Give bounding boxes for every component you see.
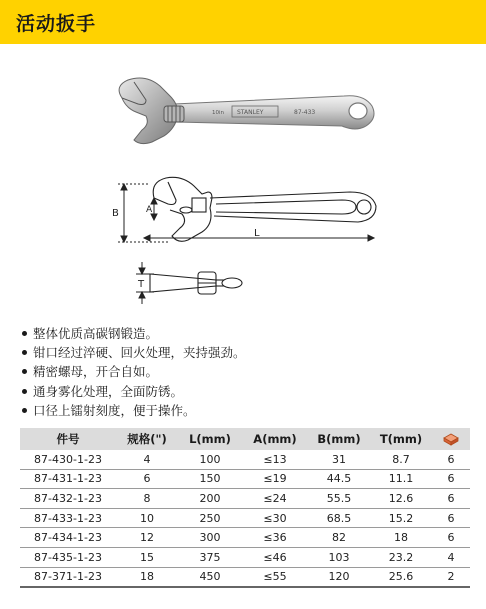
box-quantity-icon (442, 432, 460, 446)
page-title: 活动扳手 (16, 13, 97, 35)
cell-qty: 6 (432, 450, 470, 469)
cell-b: 103 (308, 547, 370, 567)
feature-item: 整体优质高碳钢锻造。 (22, 324, 246, 343)
cell-qty: 6 (432, 469, 470, 489)
cell-size: 18 (116, 567, 178, 587)
cell-b: 68.5 (308, 508, 370, 528)
cell-t: 8.7 (370, 450, 432, 469)
dim-label-a: A (146, 205, 153, 215)
cell-model: 87-432-1-23 (20, 489, 116, 509)
table-row (20, 528, 470, 548)
table-row (20, 450, 470, 469)
feature-item: 通身雾化处理，全面防锈。 (22, 382, 246, 401)
wrench-photo (112, 74, 380, 152)
cell-model: 87-371-1-23 (20, 567, 116, 587)
feature-list (22, 324, 246, 420)
wrench-thickness-diagram (128, 258, 248, 306)
table-header-row (20, 428, 470, 450)
cell-b: 55.5 (308, 489, 370, 509)
feature-item: 精密螺母，开合自如。 (22, 362, 246, 381)
cell-l: 300 (178, 528, 242, 548)
cell-qty: 4 (432, 547, 470, 567)
col-header-qty (432, 428, 470, 450)
cell-t: 12.6 (370, 489, 432, 509)
wrench-dimension-diagram (110, 176, 380, 252)
cell-size: 8 (116, 489, 178, 509)
col-header-l: L(mm) (178, 428, 242, 450)
photo-size-text: 10in (212, 110, 225, 116)
cell-b: 44.5 (308, 469, 370, 489)
cell-t: 25.6 (370, 567, 432, 587)
cell-size: 10 (116, 508, 178, 528)
cell-l: 100 (178, 450, 242, 469)
spec-table-body (20, 450, 470, 587)
cell-qty: 6 (432, 489, 470, 509)
cell-size: 12 (116, 528, 178, 548)
cell-t: 23.2 (370, 547, 432, 567)
cell-b: 31 (308, 450, 370, 469)
cell-size: 4 (116, 450, 178, 469)
cell-l: 200 (178, 489, 242, 509)
cell-l: 375 (178, 547, 242, 567)
cell-l: 450 (178, 567, 242, 587)
cell-a: ≤36 (242, 528, 308, 548)
table-row (20, 567, 470, 587)
feature-item: 钳口经过淬硬、回火处理，夹持强劲。 (22, 343, 246, 362)
cell-l: 150 (178, 469, 242, 489)
cell-qty: 2 (432, 567, 470, 587)
photo-brand-text: STANLEY (237, 109, 264, 116)
feature-item: 口径上镭射刻度，便于操作。 (22, 401, 246, 420)
dim-label-b: B (112, 208, 119, 219)
title-bar (0, 0, 486, 44)
cell-t: 11.1 (370, 469, 432, 489)
cell-qty: 6 (432, 508, 470, 528)
cell-t: 15.2 (370, 508, 432, 528)
col-header-a: A(mm) (242, 428, 308, 450)
cell-a: ≤24 (242, 489, 308, 509)
dim-label-l: L (254, 228, 260, 239)
col-header-size: 规格(") (116, 428, 178, 450)
cell-size: 15 (116, 547, 178, 567)
cell-model: 87-434-1-23 (20, 528, 116, 548)
cell-b: 82 (308, 528, 370, 548)
cell-t: 18 (370, 528, 432, 548)
cell-qty: 6 (432, 528, 470, 548)
table-row (20, 547, 470, 567)
col-header-t: T(mm) (370, 428, 432, 450)
table-row (20, 469, 470, 489)
cell-model: 87-433-1-23 (20, 508, 116, 528)
spec-table (20, 428, 470, 588)
cell-a: ≤55 (242, 567, 308, 587)
cell-b: 120 (308, 567, 370, 587)
cell-model: 87-435-1-23 (20, 547, 116, 567)
cell-a: ≤19 (242, 469, 308, 489)
table-row (20, 508, 470, 528)
photo-model-text: 87-433 (294, 109, 316, 116)
table-row (20, 489, 470, 509)
col-header-model: 件号 (20, 428, 116, 450)
cell-l: 250 (178, 508, 242, 528)
cell-model: 87-430-1-23 (20, 450, 116, 469)
cell-a: ≤13 (242, 450, 308, 469)
cell-a: ≤46 (242, 547, 308, 567)
cell-size: 6 (116, 469, 178, 489)
col-header-b: B(mm) (308, 428, 370, 450)
dim-label-t: T (138, 279, 145, 290)
cell-a: ≤30 (242, 508, 308, 528)
cell-model: 87-431-1-23 (20, 469, 116, 489)
